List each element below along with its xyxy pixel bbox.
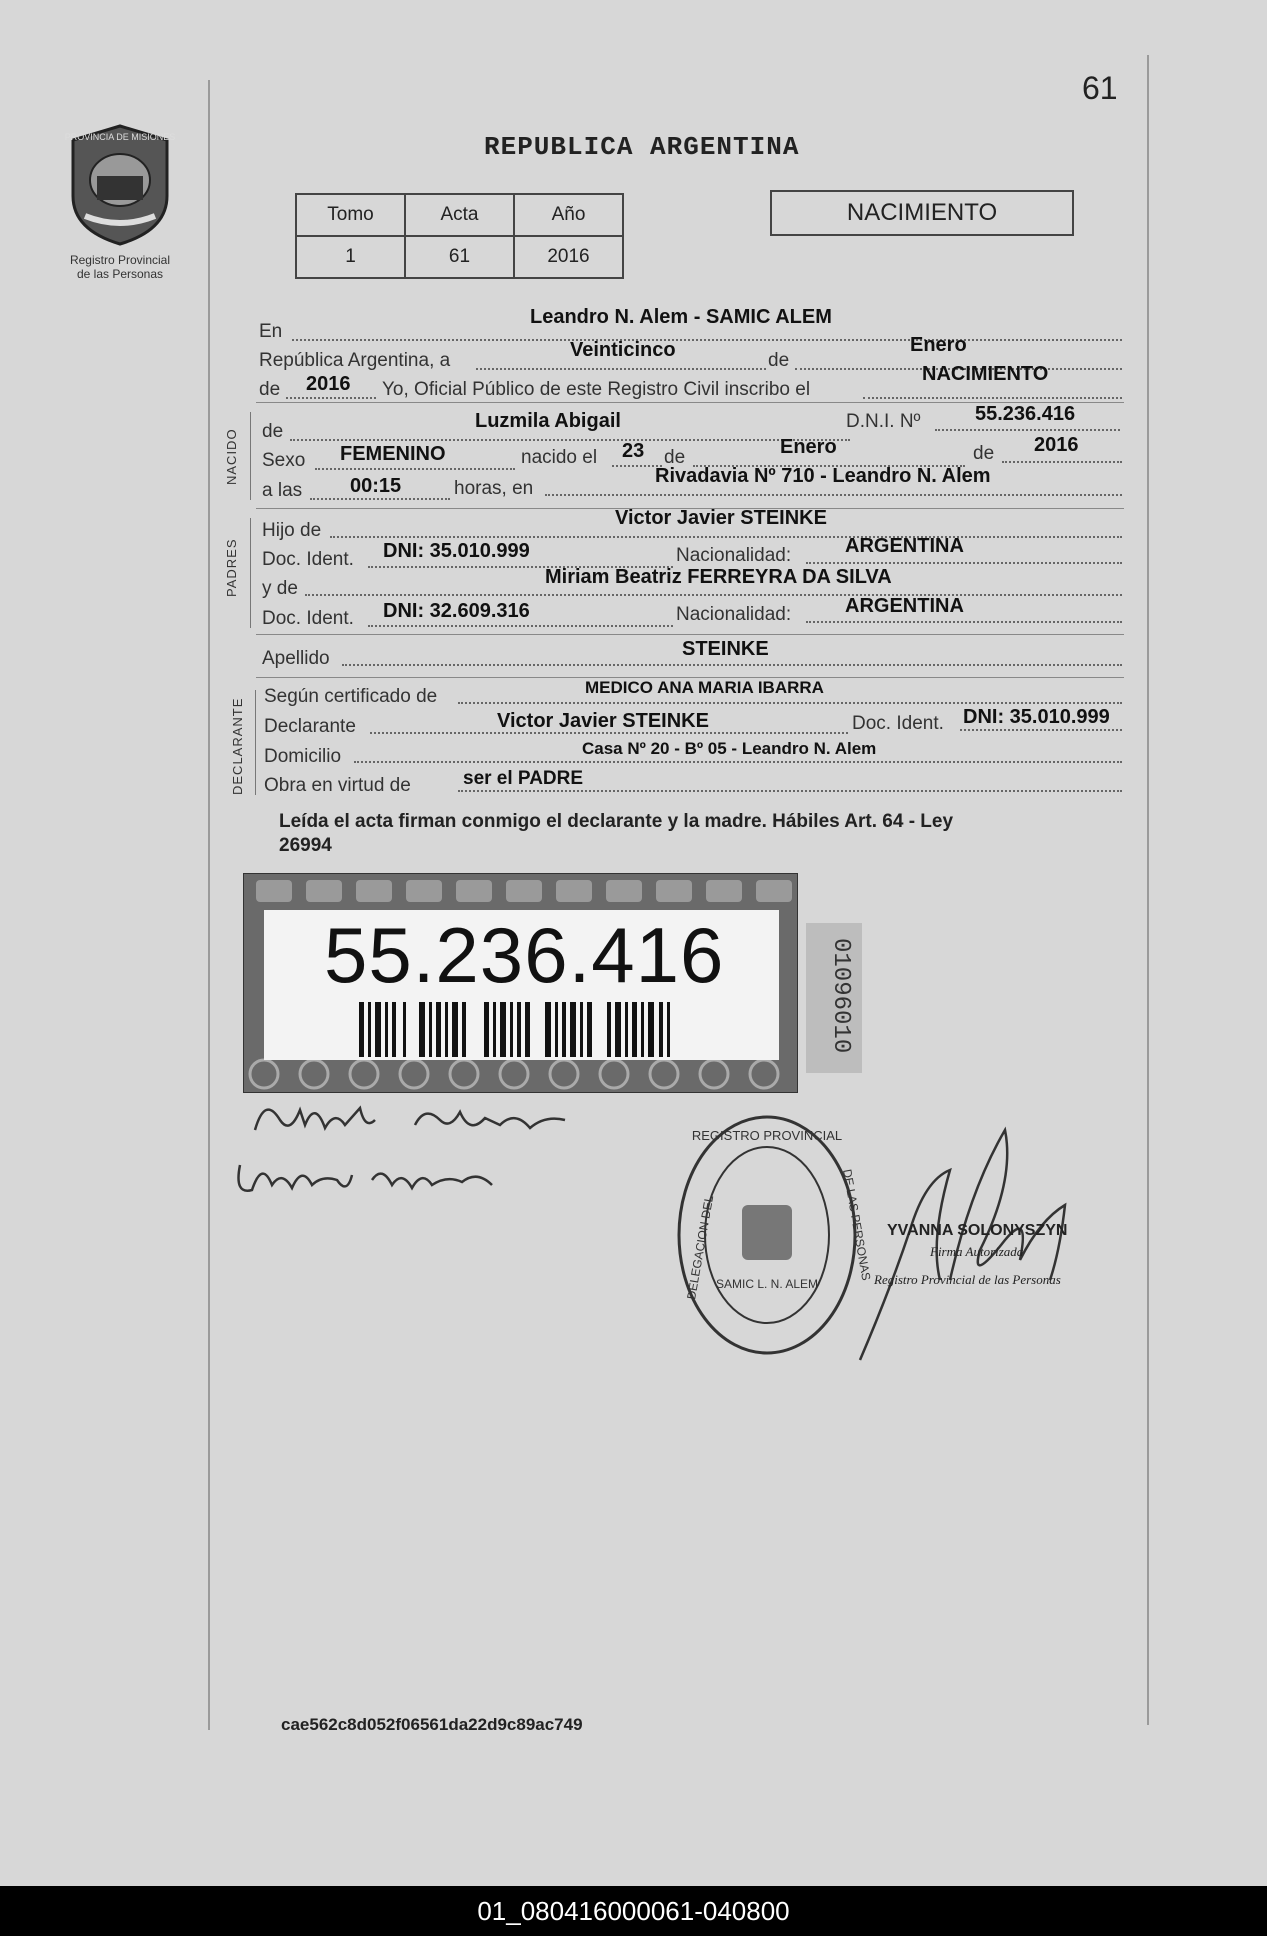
official-name: YVANNA SOLONYSZYN: [887, 1222, 1068, 1239]
label-republica: República Argentina, a: [259, 350, 451, 371]
footer-code-bar: 01_080416000061-040800: [0, 1886, 1267, 1936]
dotted-line: [935, 429, 1120, 431]
registry-logo: [55, 118, 185, 283]
table-header: Año: [514, 194, 623, 236]
svg-text:REGISTRO PROVINCIAL: REGISTRO PROVINCIAL: [691, 1128, 843, 1143]
label-horas-en: horas, en: [454, 478, 534, 499]
official-org: Registro Provincial de las Personas: [874, 1272, 1061, 1287]
table-cell: 61: [405, 236, 514, 278]
label-segun: Según certificado de: [264, 686, 438, 707]
label-de: de: [259, 379, 281, 400]
sticker-label: [264, 910, 779, 1060]
certificate-by: MEDICO ANA MARIA IBARRA: [585, 678, 824, 697]
dotted-line: [354, 761, 1122, 763]
divider: [256, 634, 1124, 635]
id-sticker: [243, 873, 798, 1093]
label-obra: Obra en virtud de: [264, 775, 411, 796]
registration-day: Veinticinco: [570, 339, 676, 361]
section-declarante: DECLARANTE: [230, 697, 245, 795]
label-hijo-de: Hijo de: [262, 520, 322, 541]
declarant-name: Victor Javier STEINKE: [497, 710, 709, 732]
label-y-de: y de: [262, 578, 298, 599]
declarant-doc: DNI: 35.010.999: [963, 706, 1110, 728]
label-apellido: Apellido: [262, 648, 330, 669]
closing-statement: [279, 810, 953, 858]
svg-text:DE LAS PERSONAS: DE LAS PERSONAS: [840, 1168, 874, 1282]
label-domicilio: Domicilio: [264, 746, 342, 767]
logo-caption: Registro Provincial: [69, 253, 171, 267]
section-bar: [250, 412, 251, 500]
label-de: de: [973, 443, 995, 464]
dotted-line: [286, 397, 376, 399]
registration-year: 2016: [306, 373, 351, 395]
label-en: En: [259, 321, 283, 342]
dotted-line: [960, 729, 1122, 731]
section-padres: PADRES: [224, 538, 239, 597]
table-header: Tomo: [296, 194, 405, 236]
act-type-box: NACIMIENTO: [770, 190, 1074, 236]
dotted-line: [330, 536, 1122, 538]
label-yo: Yo, Oficial Público de este Registro Civil inscribo el: [382, 379, 811, 400]
act-name: NACIMIENTO: [922, 363, 1049, 385]
section-bar: [255, 690, 256, 795]
dotted-line: [458, 790, 1122, 792]
label-de: de: [262, 421, 284, 442]
left-margin-line: [208, 80, 210, 1730]
surname: STEINKE: [682, 638, 769, 660]
dotted-line: [305, 594, 1122, 596]
misiones-emblem-icon: [55, 118, 185, 248]
declarant-address: Casa Nº 20 - Bº 05 - Leandro N. Alem: [582, 739, 877, 758]
official-role: Firma Autorizada: [930, 1244, 1024, 1259]
svg-text:DELEGACION DEL: DELEGACION DEL: [684, 1194, 717, 1301]
label-nacionalidad: Nacionalidad:: [676, 604, 792, 625]
dotted-line: [342, 664, 1122, 666]
label-nacido-el: nacido el: [521, 447, 598, 468]
side-code: 01096010: [827, 938, 854, 1054]
dotted-line: [310, 498, 450, 500]
child-dni: 55.236.416: [975, 403, 1076, 425]
birth-place: Rivadavia Nº 710 - Leandro N. Alem: [655, 465, 991, 487]
dotted-line: [315, 468, 515, 470]
mother-signature: [232, 1150, 522, 1205]
closing-line: Leída el acta firman conmigo el declarante y la madre. Hábiles Art. 64 - Ley: [279, 811, 954, 832]
birth-day: 23: [622, 440, 645, 462]
section-nacido: NACIDO: [224, 428, 239, 485]
document-hash: cae562c8d052f06561da22d9c89ac749: [281, 1715, 583, 1734]
logo-caption-2: de las Personas: [76, 267, 164, 281]
registration-month: Enero: [910, 334, 967, 356]
birth-year: 2016: [1034, 434, 1079, 456]
table-header: Acta: [405, 194, 514, 236]
closing-line: 26994: [279, 835, 332, 856]
label-declarante: Declarante: [264, 716, 356, 737]
table-cell: 1: [296, 236, 405, 278]
child-name: Luzmila Abigail: [475, 410, 621, 432]
dotted-line: [806, 621, 1122, 623]
label-doc-ident: Doc. Ident.: [262, 549, 354, 570]
father-doc: DNI: 35.010.999: [383, 540, 530, 562]
birth-time: 00:15: [350, 475, 402, 497]
child-sex: FEMENINO: [340, 443, 446, 465]
father-name: Victor Javier STEINKE: [615, 507, 827, 529]
dotted-line: [292, 339, 1122, 341]
sticker-number: 55.236.416: [324, 911, 725, 999]
label-doc-ident: Doc. Ident.: [262, 608, 354, 629]
dotted-line: [545, 494, 1122, 496]
svg-text:SAMIC L. N. ALEM: SAMIC L. N. ALEM: [715, 1277, 819, 1291]
svg-text:PROVINCIA DE MISIONES: PROVINCIA DE MISIONES: [64, 132, 176, 142]
label-dni: D.N.I. Nº: [846, 411, 921, 432]
label-a-las: a las: [262, 480, 303, 501]
right-margin-line: [1147, 55, 1149, 1725]
birth-month: Enero: [780, 436, 837, 458]
document-title: REPUBLICA ARGENTINA: [484, 132, 800, 162]
mother-doc: DNI: 32.609.316: [383, 600, 530, 622]
declarant-signature: [245, 1090, 605, 1150]
reference-table: [295, 193, 624, 279]
declarant-capacity: ser el PADRE: [463, 768, 584, 789]
label-de: de: [768, 350, 790, 371]
side-code-strip: [806, 923, 862, 1073]
registration-place: Leandro N. Alem - SAMIC ALEM: [530, 306, 832, 328]
dotted-line: [476, 368, 766, 370]
dotted-line: [368, 625, 673, 627]
label-de: de: [664, 447, 686, 468]
father-nationality: ARGENTINA: [845, 535, 964, 557]
table-cell: 2016: [514, 236, 623, 278]
dotted-line: [1002, 461, 1122, 463]
section-bar: [250, 518, 251, 628]
dotted-line: [806, 562, 1122, 564]
dotted-line: [290, 439, 850, 441]
mother-name: Miriam Beatriz FERREYRA DA SILVA: [545, 566, 892, 588]
label-sexo: Sexo: [262, 450, 306, 471]
barcode-icon: [359, 1002, 699, 1057]
mother-nationality: ARGENTINA: [845, 595, 964, 617]
dotted-line: [863, 397, 1122, 399]
label-nacionalidad: Nacionalidad:: [676, 545, 792, 566]
official-signature: [830, 1110, 1120, 1370]
label-doc-ident: Doc. Ident.: [852, 713, 944, 734]
dotted-line: [458, 702, 1122, 704]
page-number: 61: [1082, 70, 1118, 106]
